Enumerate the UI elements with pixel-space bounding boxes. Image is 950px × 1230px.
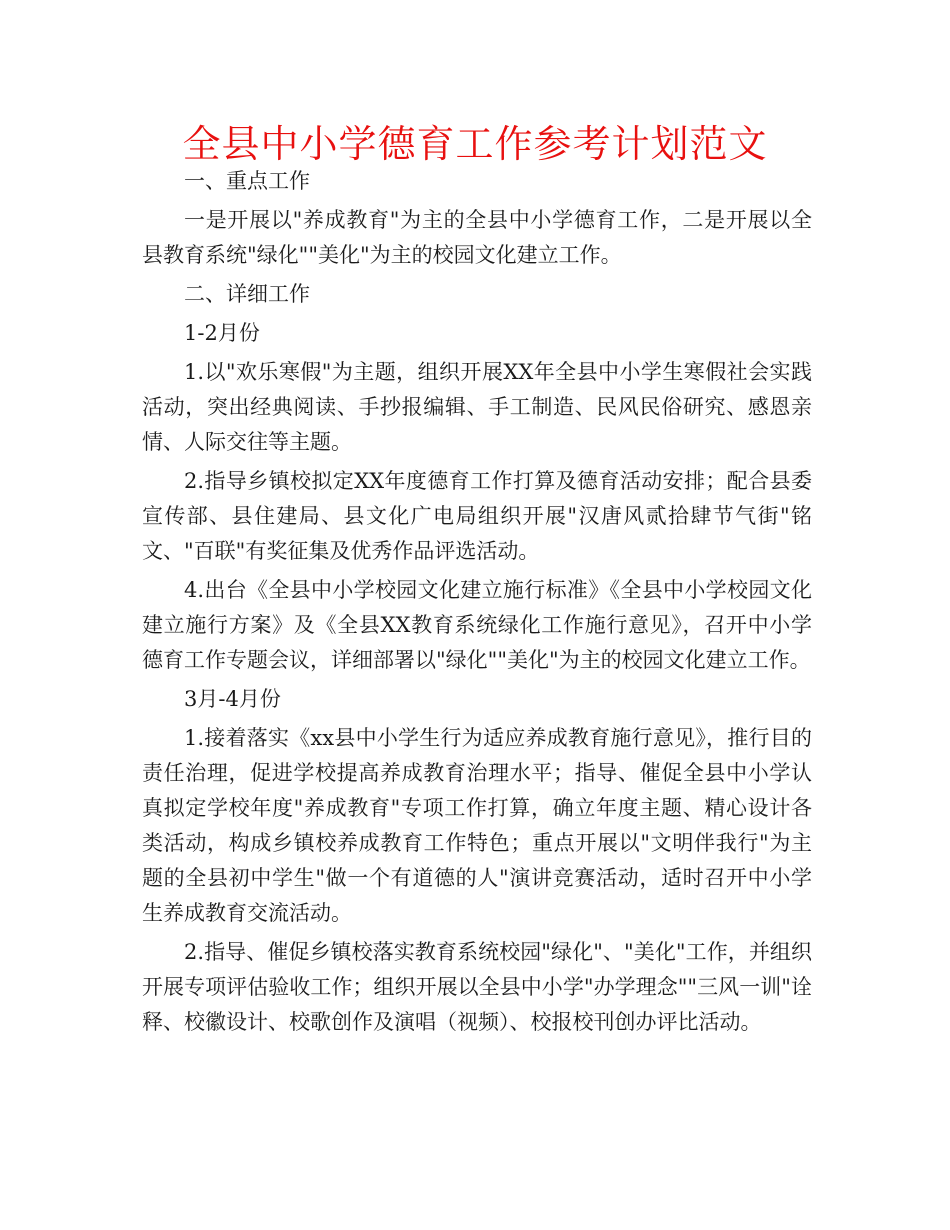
document-title: 全县中小学德育工作参考计划范文: [182, 122, 768, 166]
section-heading-detailed-work: 二、详细工作: [184, 282, 310, 306]
paragraph-item-4: 4.出台《全县中小学校园文化建立施行标准》《全县中小学校园文化建立施行方案》及《全县XX教育系统绿化工作施行意见》，召开中小学德育工作专题会议，详细部署以"绿化""美化"为主的校园文化建立工作。: [142, 578, 812, 672]
period-heading-mar-apr: 3月-4月份: [184, 687, 281, 711]
paragraph-item-mar-2: 2.指导、催促乡镇校落实教育系统校园"绿化"、"美化"工作，并组织开展专项评估验收工作；组织开展以全县中小学"办学理念""三风一训"诠释、校徽设计、校歌创作及演唱（视频）、校报校刊创办评比活动。: [142, 940, 812, 1034]
paragraph-item-2: 2.指导乡镇校拟定XX年度德育工作打算及德育活动安排；配合县委宣传部、县住建局、县文化广电局组织开展"汉唐风贰拾肆节气街"铭文、"百联"有奖征集及优秀作品评选活动。: [142, 469, 812, 563]
paragraph-item-mar-1: 1.接着落实《xx县中小学生行为适应养成教育施行意见》，推行目的责任治理，促进学校提高养成教育治理水平；指导、催促全县中小学认真拟定学校年度"养成教育"专项工作打算，确立年度主题、精心设计各类活动，构成乡镇校养成教育工作特色；重点开展以"文明伴我行"为主题的全县初中学生"做一个有道德的人"演讲竞赛活动，适时召开中小学生养成教育交流活动。: [142, 726, 812, 925]
document-body: [142, 164, 812, 1040]
section-heading-key-work: 一、重点工作: [184, 169, 310, 193]
period-heading-jan-feb: 1-2月份: [184, 321, 260, 345]
paragraph-key-work: 一是开展以"养成教育"为主的全县中小学德育工作，二是开展以全县教育系统"绿化""美化"为主的校园文化建立工作。: [142, 208, 812, 267]
paragraph-item-1: 1.以"欢乐寒假"为主题，组织开展XX年全县中小学生寒假社会实践活动，突出经典阅读、手抄报编辑、手工制造、民风民俗研究、感恩亲情、人际交往等主题。: [142, 360, 812, 454]
